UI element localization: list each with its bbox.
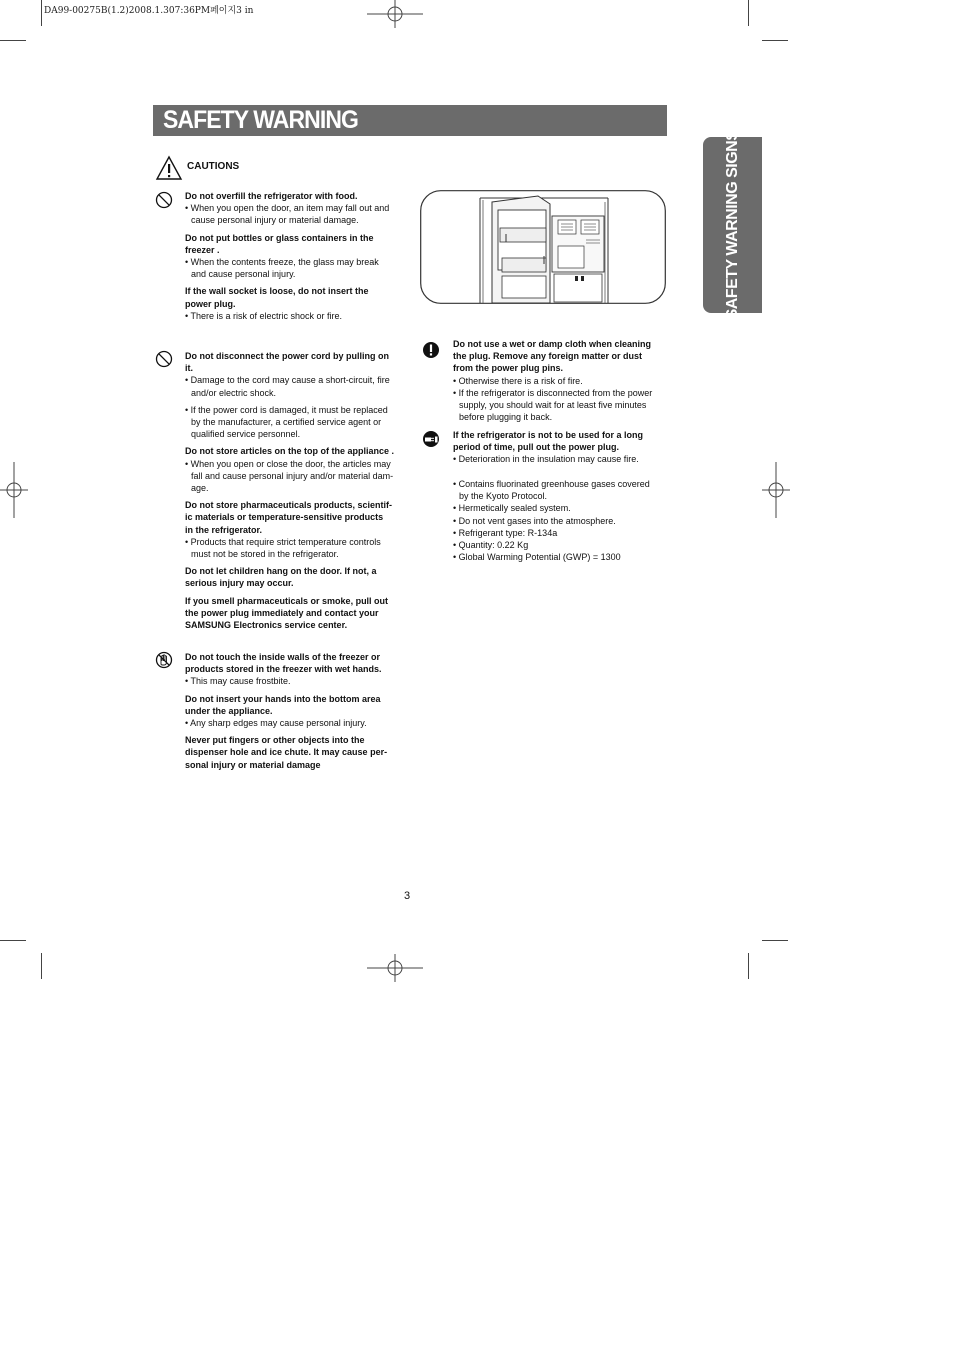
- caution-bullet: • When you open or close the door, the articles may fall and cause personal injury and/or material dam- age.: [185, 458, 394, 494]
- info-bullet: • Contains fluorinated greenhouse gases covered by the Kyoto Protocol.: [453, 479, 650, 502]
- caution-bullet: • Otherwise there is a risk of fire.: [453, 375, 583, 386]
- caution-heading: Do not touch the inside walls of the freezer or products stored in the freezer with wet hands.: [185, 652, 382, 675]
- registration-mark-bottom: [367, 954, 423, 982]
- info-bullet: • Refrigerant type: R-134a: [453, 527, 558, 538]
- info-bullet: • Do not vent gases into the atmosphere.: [453, 515, 616, 526]
- caution-bullet: • Deterioration in the insulation may cause fire.: [453, 454, 639, 465]
- caution-heading: Do not disconnect the power cord by pulling on it.: [185, 351, 389, 374]
- warning-triangle-icon: [155, 155, 183, 181]
- caution-heading: Do not put bottles or glass containers in the freezer .: [185, 232, 374, 255]
- registration-mark-top: [367, 0, 423, 28]
- print-header: DA99-00275B(1.2)2008.1.307:36PM페이지3 in: [44, 6, 254, 16]
- caution-group-freezer: [185, 651, 400, 771]
- info-bullet: • Hermetically sealed system.: [453, 503, 571, 514]
- caution-bullet: • Products that require strict temperature controls must not be stored in the refrigerator.: [185, 536, 381, 560]
- caution-bullet: • If the power cord is damaged, it must be replaced by the manufacturer, a certified service agent or qualified service personnel.: [185, 404, 388, 440]
- refrigerator-illustration: [420, 190, 666, 304]
- caution-bullet: • If the refrigerator is disconnected from the power supply, you should wait for at least five minutes before plugging it back.: [453, 387, 653, 423]
- caution-bullet: • Any sharp edges may cause personal injury.: [185, 718, 367, 729]
- cautions-label: CAUTIONS: [187, 161, 240, 172]
- crop-mark: [762, 940, 788, 941]
- page-title: SAFETY WARNING: [163, 106, 358, 134]
- caution-heading: Do not insert your hands into the bottom area under the appliance.: [185, 693, 381, 716]
- caution-heading: Do not overfill the refrigerator with food.: [185, 191, 358, 201]
- unplug-icon: [422, 430, 440, 448]
- caution-group-cleaning-plug: [453, 338, 668, 423]
- caution-heading: Never put fingers or other objects into the dispenser hole and ice chute. It may cause per- sonal injury or material damage: [185, 735, 388, 770]
- crop-mark: [0, 40, 26, 41]
- caution-group-long-period: [453, 429, 668, 466]
- caution-heading: Do not store articles on the top of the appliance .: [185, 446, 395, 457]
- caution-heading: Do not use a wet or damp cloth when cleaning the plug. Remove any foreign matter or dust from the power plug pins.: [453, 339, 652, 374]
- mandatory-icon: [422, 341, 440, 359]
- section-tab: [703, 130, 762, 320]
- info-bullet: • Quantity: 0.22 Kg: [453, 540, 529, 551]
- caution-group-overfill: [185, 190, 400, 322]
- info-bullet: • Global Warming Potential (GWP) = 1300: [453, 552, 621, 563]
- caution-heading: Do not let children hang on the door. If not, a serious injury may occur.: [185, 566, 377, 589]
- crop-mark: [748, 0, 749, 26]
- page-number: 3: [404, 890, 411, 902]
- crop-mark: [41, 0, 42, 26]
- refrigerant-info: [453, 478, 668, 563]
- caution-heading: If you smell pharmaceuticals or smoke, pull out the power plug immediately and contact your SAMSUNG Electronics service center.: [185, 595, 389, 631]
- registration-mark-right: [762, 462, 790, 518]
- crop-mark: [748, 953, 749, 979]
- caution-heading: If the wall socket is loose, do not insert the power plug.: [185, 286, 369, 309]
- caution-bullet: • When you open the door, an item may fall out and cause personal injury or material damage.: [185, 203, 390, 226]
- caution-bullet: • There is a risk of electric shock or fire.: [185, 310, 343, 321]
- registration-mark-left: [0, 462, 28, 518]
- crop-mark: [762, 40, 788, 41]
- caution-bullet: • Damage to the cord may cause a short-circuit, fire and/or electric shock.: [185, 375, 390, 398]
- caution-group-power-cord: [185, 350, 400, 631]
- prohibited-icon: [155, 191, 173, 209]
- caution-heading: Do not store pharmaceuticals products, scientif- ic materials or temperature-sensitive products in the refrigerator.: [185, 500, 393, 535]
- caution-heading: If the refrigerator is not to be used for a long period of time, pull out the power plug.: [453, 430, 644, 453]
- prohibited-icon: [155, 350, 173, 368]
- section-tab-label: SAFETY WARNING SIGNS: [723, 130, 741, 320]
- caution-bullet: • When the contents freeze, the glass may break and cause personal injury.: [185, 257, 379, 280]
- title-bar: [153, 105, 667, 136]
- crop-mark: [0, 940, 26, 941]
- caution-bullet: • This may cause frostbite.: [185, 676, 291, 687]
- crop-mark: [41, 953, 42, 979]
- do-not-touch-icon: [155, 651, 173, 669]
